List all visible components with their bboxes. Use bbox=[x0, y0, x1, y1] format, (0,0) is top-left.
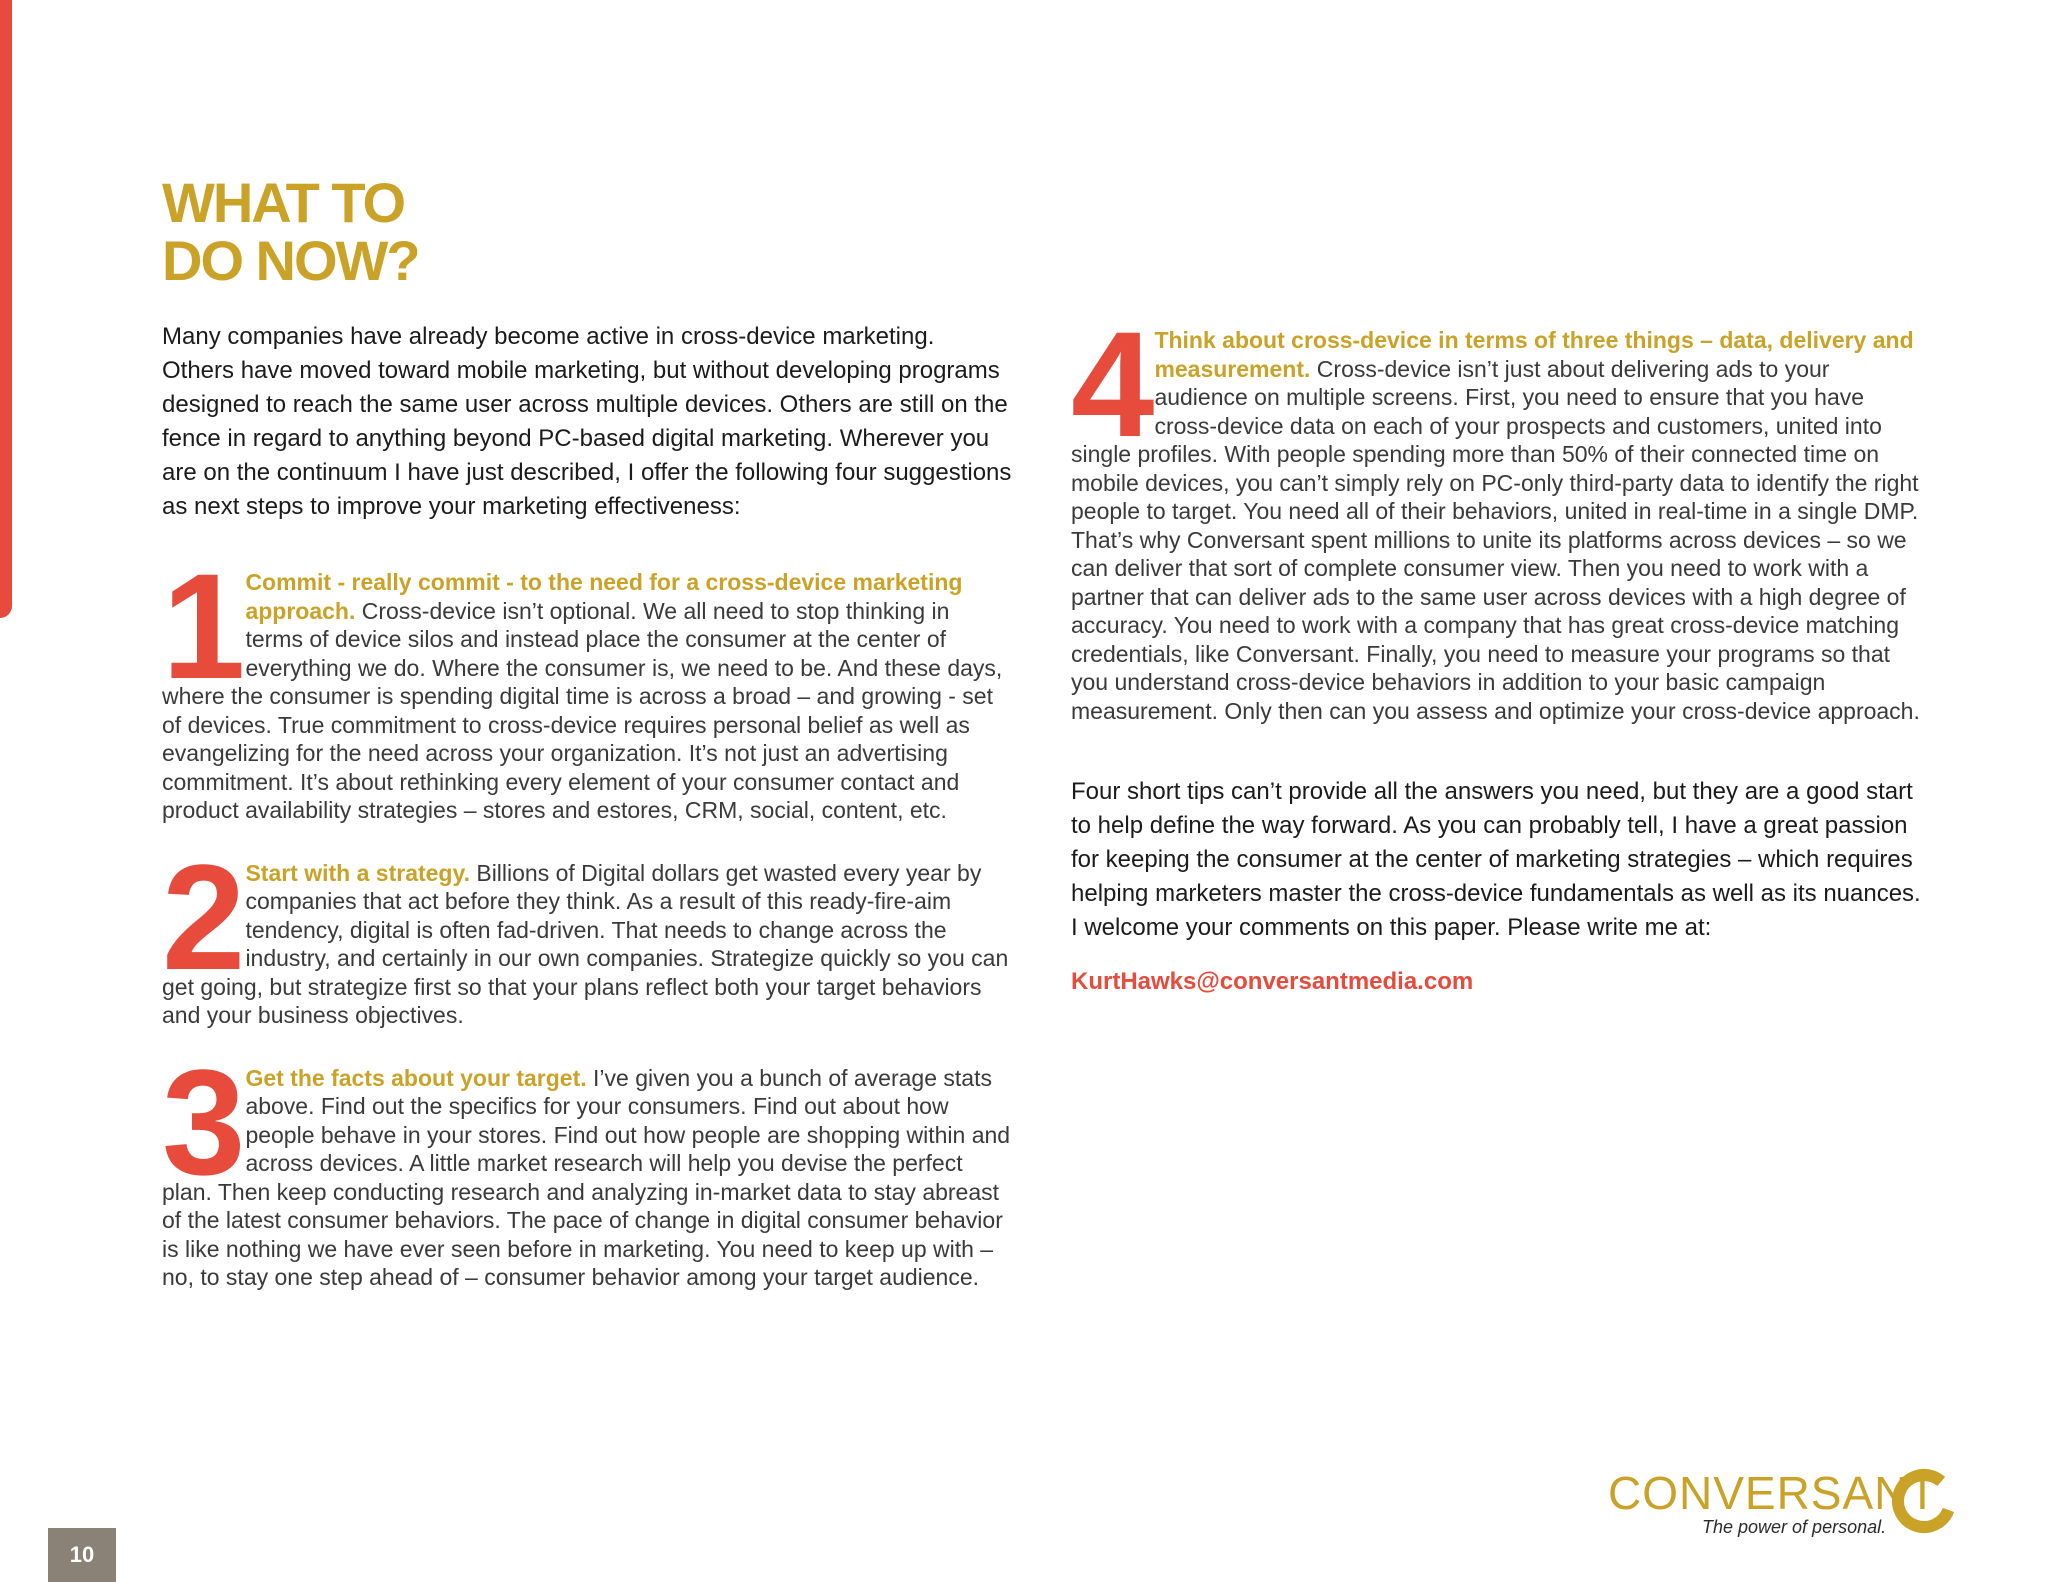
step-body: I’ve given you a bunch of average stats above. Find out the specifics for your consumers. Find out about how people behave in your stores. Find out how people are shopping within and across devices. A little market research will help you devise the perfect plan. Then keep conducting research and analyzing in-market data to stay abreast of the latest consumer behaviors. The pace of change in digital consumer behavior is like nothing we have ever seen before in marketing. You need to keep up with – no, to stay one step ahead of – consumer behavior among your target audience. bbox=[162, 1064, 1011, 1290]
step-body: Cross-device isn’t optional. We all need to stop thinking in terms of device silos and instead place the consumer at the center of everything we do. Where the consumer is, we need to be. And these days, where the consumer is spending digital time is across a broad – and growing - set of devices. True commitment to cross-device requires personal belief as well as evangelizing for the need across your organization. It’s not just an advertising commitment. It’s about rethinking every element of your consumer contact and product availability strategies – stores and estores, CRM, social, content, etc. bbox=[162, 597, 1003, 823]
right-column bbox=[1071, 300, 1921, 997]
suggestion-2 bbox=[162, 832, 1012, 1030]
step-body: Cross-device isn’t just about delivering ads to your audience on multiple screens. First, you need to ensure that you have cross-device data on each of your prospects and customers, united into single profiles. With people spending more than 50% of their connected time on mobile devices, you can’t simply rely on PC-only third-party data to identify the right people to target. You need all of their behaviors, united in real-time in a single DMP. That’s why Conversant spent millions to unite its platforms across devices – so we can deliver that sort of complete consumer view. Then you need to work with a partner that can deliver ads to the same user across devices with a high degree of accuracy. You need to work with a company that has great cross-device matching credentials, like Conversant. Finally, you need to measure your programs so that you understand cross-device behaviors in addition to your basic campaign measurement. Only then can you assess and optimize your cross-device approach. bbox=[1071, 355, 1920, 724]
suggestion-4 bbox=[1071, 300, 1921, 725]
intro-paragraph: Many companies have already become active in cross-device marketing. Others have moved toward mobile marketing, but without developing programs designed to reach the same user across multiple devices. Others are still on the fence in regard to anything beyond PC-based digital marketing. Wherever you are on the continuum I have just described, I offer the following four suggestions as next steps to improve your marketing effectiveness: bbox=[162, 323, 1012, 520]
step-number: 4 bbox=[1071, 300, 1149, 468]
step-number: 1 bbox=[162, 542, 240, 710]
accent-side-bar bbox=[0, 0, 12, 618]
step-number: 2 bbox=[162, 832, 240, 1001]
suggestion-3 bbox=[162, 1037, 1012, 1292]
logo-tagline: The power of personal. bbox=[1702, 1517, 1887, 1537]
page-title: WHAT TO DO NOW? bbox=[162, 171, 419, 292]
step-lead: Think about cross-device in terms of three things – data, delivery and measurement. bbox=[1154, 327, 1914, 382]
page-number: 10 bbox=[48, 1528, 116, 1582]
step-body: Billions of Digital dollars get wasted every year by companies that act before they think. As a result of this ready-fire-aim tendency, digital is often fad-driven. That needs to change across the industry, and certainly in our own companies. Strategize quickly so you can get going, but strategize first so that your plans reflect both your target behaviors and your business objectives. bbox=[162, 859, 1009, 1028]
closing-paragraph: Four short tips can’t provide all the answers you need, but they are a good start to help define the way forward. As you can probably tell, I have a great passion for keeping the consumer at the center of marketing strategies – which requires helping marketers master the cross-device fundamentals as well as its nuances. I welcome your comments on this paper. Please write me at: bbox=[1071, 778, 1921, 941]
logo-wordmark: CONVERSANT bbox=[1608, 1467, 1938, 1519]
left-column bbox=[162, 320, 1012, 1292]
step-lead: Start with a strategy. bbox=[245, 859, 470, 886]
step-lead: Get the facts about your target. bbox=[245, 1064, 587, 1091]
step-lead: Commit - really commit - to the need for a cross-device marketing approach. bbox=[245, 569, 963, 624]
author-email-link[interactable]: KurtHawks@conversantmedia.com bbox=[1071, 968, 1474, 995]
conversant-c-mark-icon bbox=[1890, 1467, 1958, 1535]
step-number: 3 bbox=[162, 1037, 240, 1206]
suggestion-1 bbox=[162, 542, 1012, 825]
conversant-logo bbox=[1600, 1465, 1970, 1545]
